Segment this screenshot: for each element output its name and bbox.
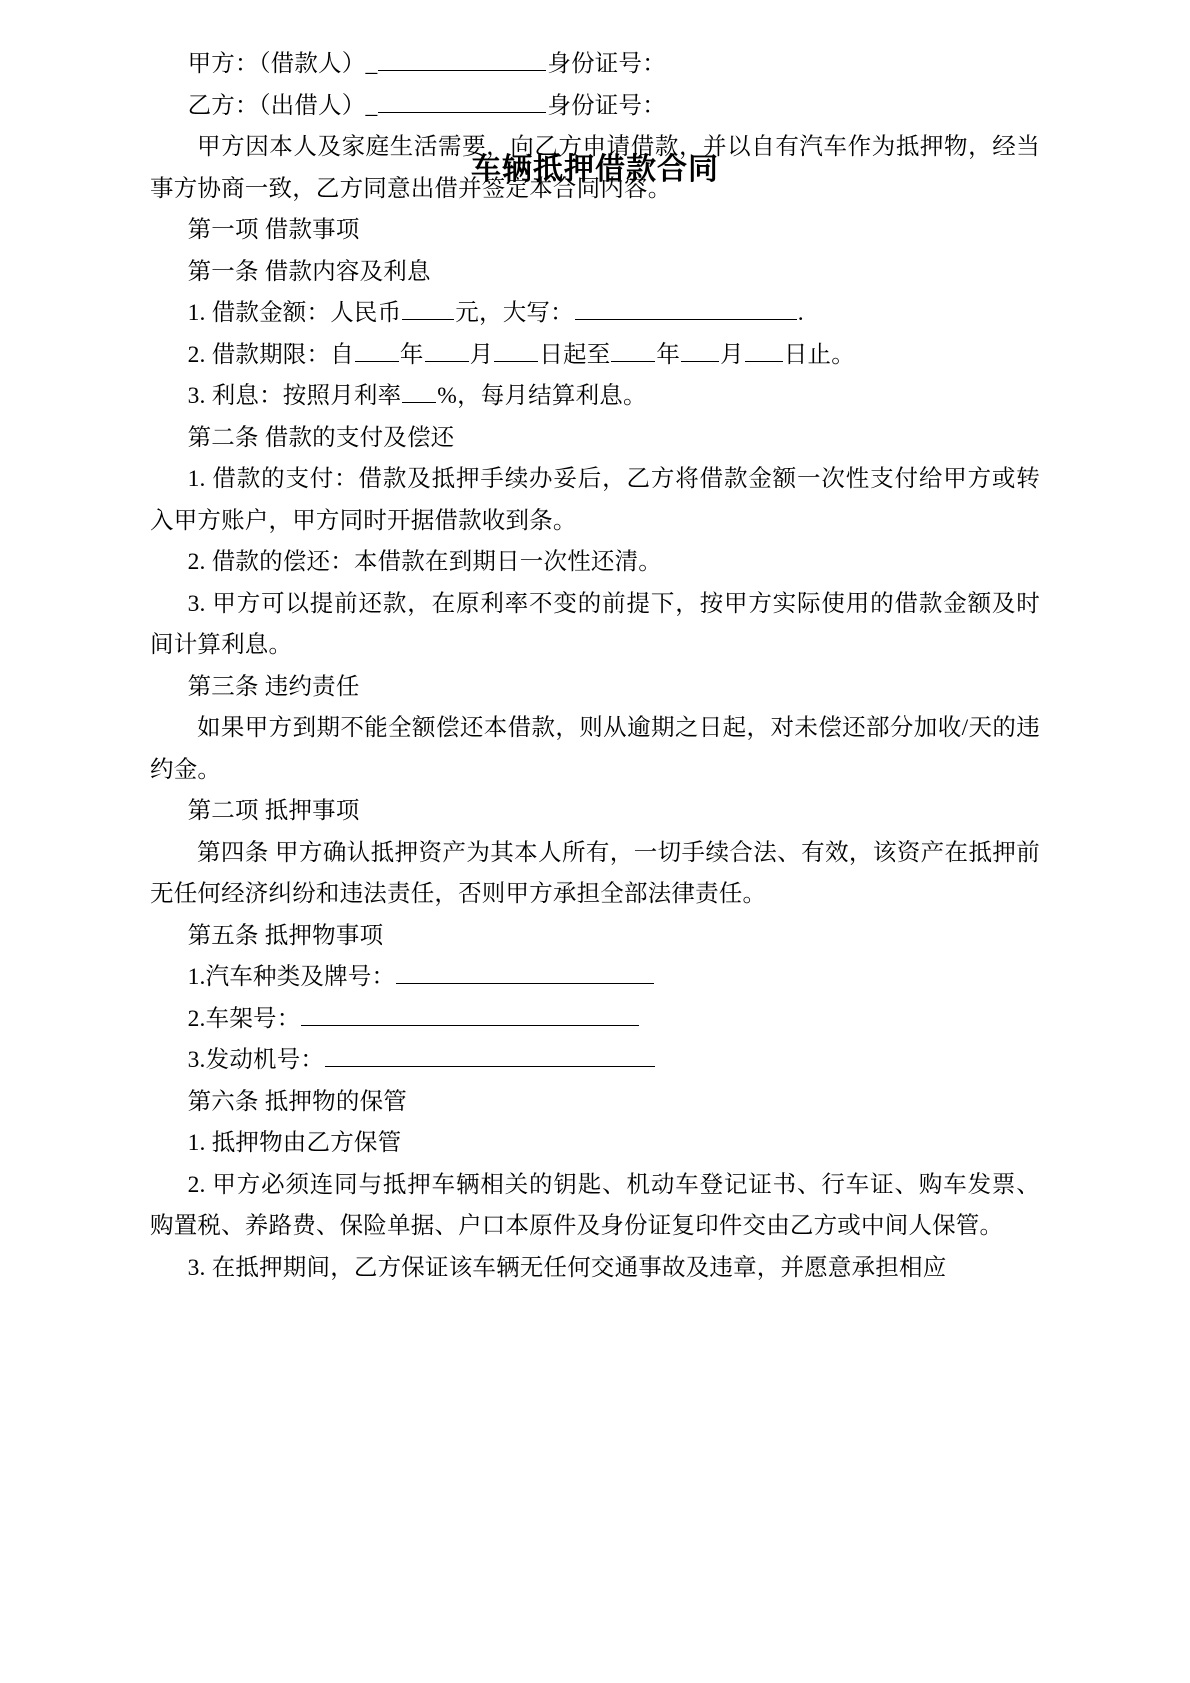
article-heading-4: 第四条 甲方确认抵押资产为其本人所有，一切手续合法、有效，该资产在抵押前无任何经济纠纷和违法责任，否则甲方承担全部法律责任。 (150, 839, 1040, 907)
term-end-year-blank[interactable] (611, 338, 655, 361)
term-y2: 年 (656, 341, 681, 368)
interest-rate-blank[interactable] (402, 380, 436, 403)
term-d1: 日起至 (539, 341, 611, 368)
title-spacer (150, 0, 1040, 44)
item-loan-term (150, 335, 1040, 377)
document-body (150, 0, 1040, 1289)
item-breach-liability: 如果甲方到期不能全额偿还本借款，则从逾期之日起，对未偿还部分加收/天的违约金。 (150, 715, 1040, 783)
item-interest-rate (150, 376, 1040, 418)
item-custody-2: 2. 甲方必须连同与抵押车辆相关的钥匙、机动车登记证书、行车证、购车发票、购置税、养路费、保险单据、户口本原件及身份证复印件交由乙方或中间人保管。 (150, 1171, 1040, 1239)
item-loan-amount-suffix: . (797, 300, 804, 326)
article-heading-5: 第五条 抵押物事项 (187, 922, 384, 949)
item-engine-no-label: 3.发动机号： (187, 1047, 325, 1073)
term-y1: 年 (399, 341, 424, 368)
term-end-month-blank[interactable] (681, 338, 719, 361)
loan-amount-words-blank[interactable] (575, 297, 797, 320)
item-vin (150, 999, 1040, 1041)
item-engine-no (150, 1040, 1040, 1082)
item-loan-amount-prefix: 1. 借款金额：人民币 (187, 300, 402, 326)
party-a-name-blank[interactable] (378, 48, 546, 71)
term-d2: 日止。 (783, 341, 855, 368)
item-vin-label: 2.车架号： (187, 1005, 301, 1032)
term-m1: 月 (469, 341, 494, 368)
item-loan-amount (150, 293, 1040, 335)
party-b-name-blank[interactable] (378, 89, 546, 112)
party-a-label: 甲方：（借款人）_ (187, 51, 378, 77)
article-heading-3: 第三条 违约责任 (187, 673, 360, 700)
term-start-year-blank[interactable] (355, 338, 399, 361)
page-title: 车辆抵押借款合同 (471, 153, 719, 186)
party-b-line (150, 86, 1040, 128)
article-heading-2: 第二条 借款的支付及偿还 (187, 424, 455, 451)
item-custody-1: 1. 抵押物由乙方保管 (187, 1130, 402, 1156)
article-heading-1: 第一条 借款内容及利息 (187, 258, 431, 285)
item-loan-amount-mid: 元，大写： (455, 300, 574, 326)
party-b-label: 乙方：（出借人）_ (187, 92, 378, 119)
item-vehicle-type-label: 1.汽车种类及牌号： (187, 964, 396, 990)
party-a-line (150, 44, 1040, 86)
section-heading-2: 第二项 抵押事项 (187, 798, 360, 824)
item-early-repayment: 3. 甲方可以提前还款，在原利率不变的前提下，按甲方实际使用的借款金额及时间计算利息。 (150, 590, 1040, 658)
item-repayment: 2. 借款的偿还：本借款在到期日一次性还清。 (187, 549, 662, 575)
term-m2: 月 (720, 341, 744, 368)
item-loan-term-prefix: 2. 借款期限：自 (187, 341, 354, 368)
item-interest-suffix: %，每月结算利息。 (437, 383, 647, 409)
preamble-paragraph: 甲方因本人及家庭生活需要，向乙方申请借款，并以自有汽车作为抵押物，经当事方协商一致，乙方同意出借并签定本合同内容。 (150, 134, 1040, 202)
item-interest-prefix: 3. 利息：按照月利率 (187, 383, 402, 409)
item-vehicle-type (150, 957, 1040, 999)
party-b-id-label: 身份证号： (547, 92, 666, 119)
item-payment: 1. 借款的支付：借款及抵押手续办妥后，乙方将借款金额一次性支付给甲方或转入甲方账户，甲方同时开据借款收到条。 (150, 466, 1040, 534)
item-custody-3: 3. 在抵押期间，乙方保证该车辆无任何交通事故及违章，并愿意承担相应 (187, 1254, 947, 1281)
party-a-id-label: 身份证号： (547, 51, 666, 77)
engine-no-blank[interactable] (325, 1044, 655, 1067)
section-heading-1: 第一项 借款事项 (187, 217, 360, 243)
article-heading-6: 第六条 抵押物的保管 (187, 1088, 407, 1115)
vin-blank[interactable] (301, 1002, 639, 1025)
term-start-day-blank[interactable] (494, 338, 538, 361)
loan-amount-blank[interactable] (402, 297, 454, 320)
term-start-month-blank[interactable] (425, 338, 469, 361)
vehicle-type-blank[interactable] (396, 961, 654, 984)
term-end-day-blank[interactable] (745, 338, 783, 361)
